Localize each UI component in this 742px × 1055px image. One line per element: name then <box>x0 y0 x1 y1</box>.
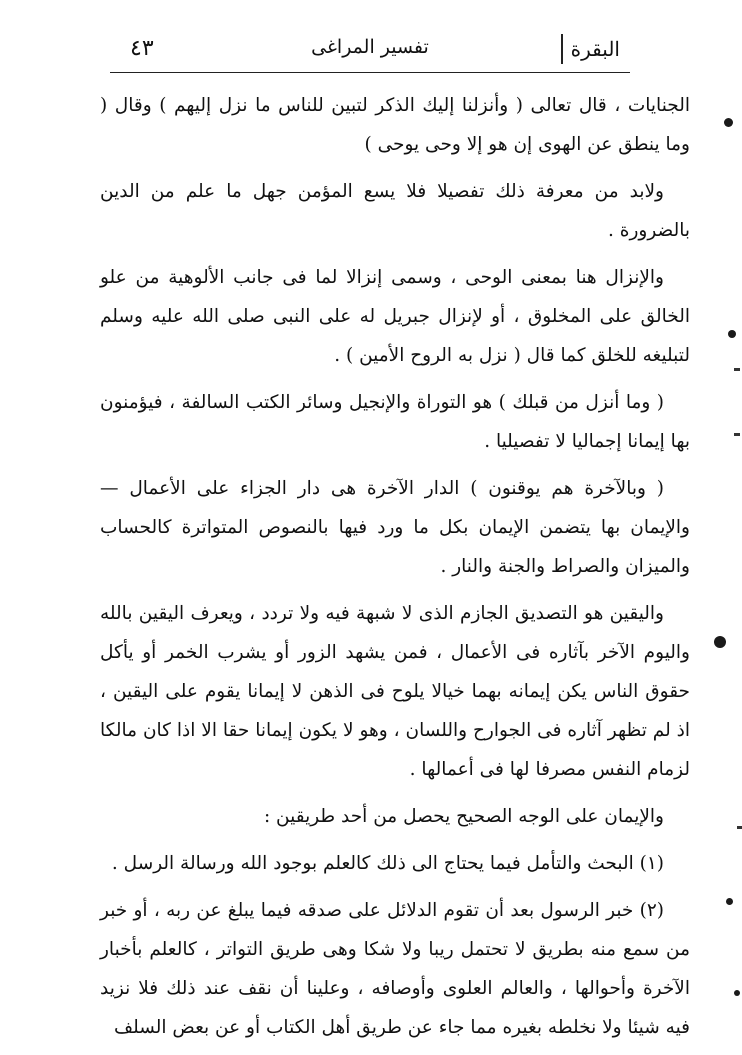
scan-spot <box>724 118 733 127</box>
body-text <box>100 86 690 1055</box>
paragraph-3: والإنزال هنا بمعنى الوحى ، وسمى إنزالا لما فى جانب الألوهية من علو الخالق على المخلوق ، أو لإنزال جبريل له على النبى صلى الله عليه وسلم لتبليغه للخلق كما قال ( نزل به الروح الأمين ) . <box>100 267 690 366</box>
scan-spot <box>734 990 740 996</box>
page-header <box>120 30 620 70</box>
page-number: ٤٣ <box>130 36 154 61</box>
running-title: تفسير المراغى <box>311 36 429 58</box>
surah-name: البقرة <box>561 34 620 64</box>
paragraph-8: (١) البحث والتأمل فيما يحتاج الى ذلك كالعلم بوجود الله ورسالة الرسل . <box>111 853 664 874</box>
header-rule <box>110 72 630 73</box>
paragraph-5: ( وبالآخرة هم يوقنون ) الدار الآخرة هى دار الجزاء على الأعمال — والإيمان بها يتضمن الإيمان بكل ما ورد فيها بالنصوص المتواترة كالحساب والميزان والصراط والجنة والنار . <box>100 478 690 577</box>
paragraph-1: الجنايات ، قال تعالى ( وأنزلنا إليك الذكر لتبين للناس ما نزل إليهم ) وقال ( وما ينطق عن الهوى إن هو إلا وحى يوحى ) <box>100 95 690 155</box>
scan-spot <box>726 898 733 905</box>
paragraph-2: ولابد من معرفة ذلك تفصيلا فلا يسع المؤمن جهل ما علم من الدين بالضرورة . <box>100 181 690 241</box>
scan-spot <box>714 636 726 648</box>
paragraph-7: والإيمان على الوجه الصحيح يحصل من أحد طريقين : <box>263 806 664 827</box>
paragraph-6: واليقين هو التصديق الجازم الذى لا شبهة فيه ولا تردد ، ويعرف اليقين بالله واليوم الآخر بآثاره فى الأعمال ، فمن يشهد الزور أو يشرب الخمر أو يأكل حقوق الناس يكن إيمانه بهما خيالا يلوح فى الذهن لا إيمانا يقوم على اليقين ، اذ لم تظهر آثاره فى الجوارح واللسان ، وهو لا يكون إيمانا حقا الا اذا كان مالكا لزمام النفس مصرفا لها فى أعمالها . <box>100 603 690 780</box>
paragraph-4: ( وما أنزل من قبلك ) هو التوراة والإنجيل وسائر الكتب السالفة ، فيؤمنون بها إيمانا إجماليا لا تفصيليا . <box>100 392 690 452</box>
scan-mark <box>734 368 740 371</box>
paragraph-9: (٢) خبر الرسول بعد أن تقوم الدلائل على صدقه فيما يبلغ عن ربه ، أو خبر من سمع منه بطريق لا تحتمل ريبا ولا شكا وهى طريق التواتر ، كالعلم بأخبار الآخرة وأحوالها ، والعالم العلوى وأوصافه ، وعلينا أن نقف عند ذلك فلا نزيد فيه شيئا ولا نخلطه بغيره مما جاء عن طريق أهل الكتاب أو عن بعض السلف <box>100 900 690 1038</box>
scan-mark <box>734 433 740 436</box>
scan-mark <box>737 826 742 829</box>
scan-spot <box>728 330 736 338</box>
